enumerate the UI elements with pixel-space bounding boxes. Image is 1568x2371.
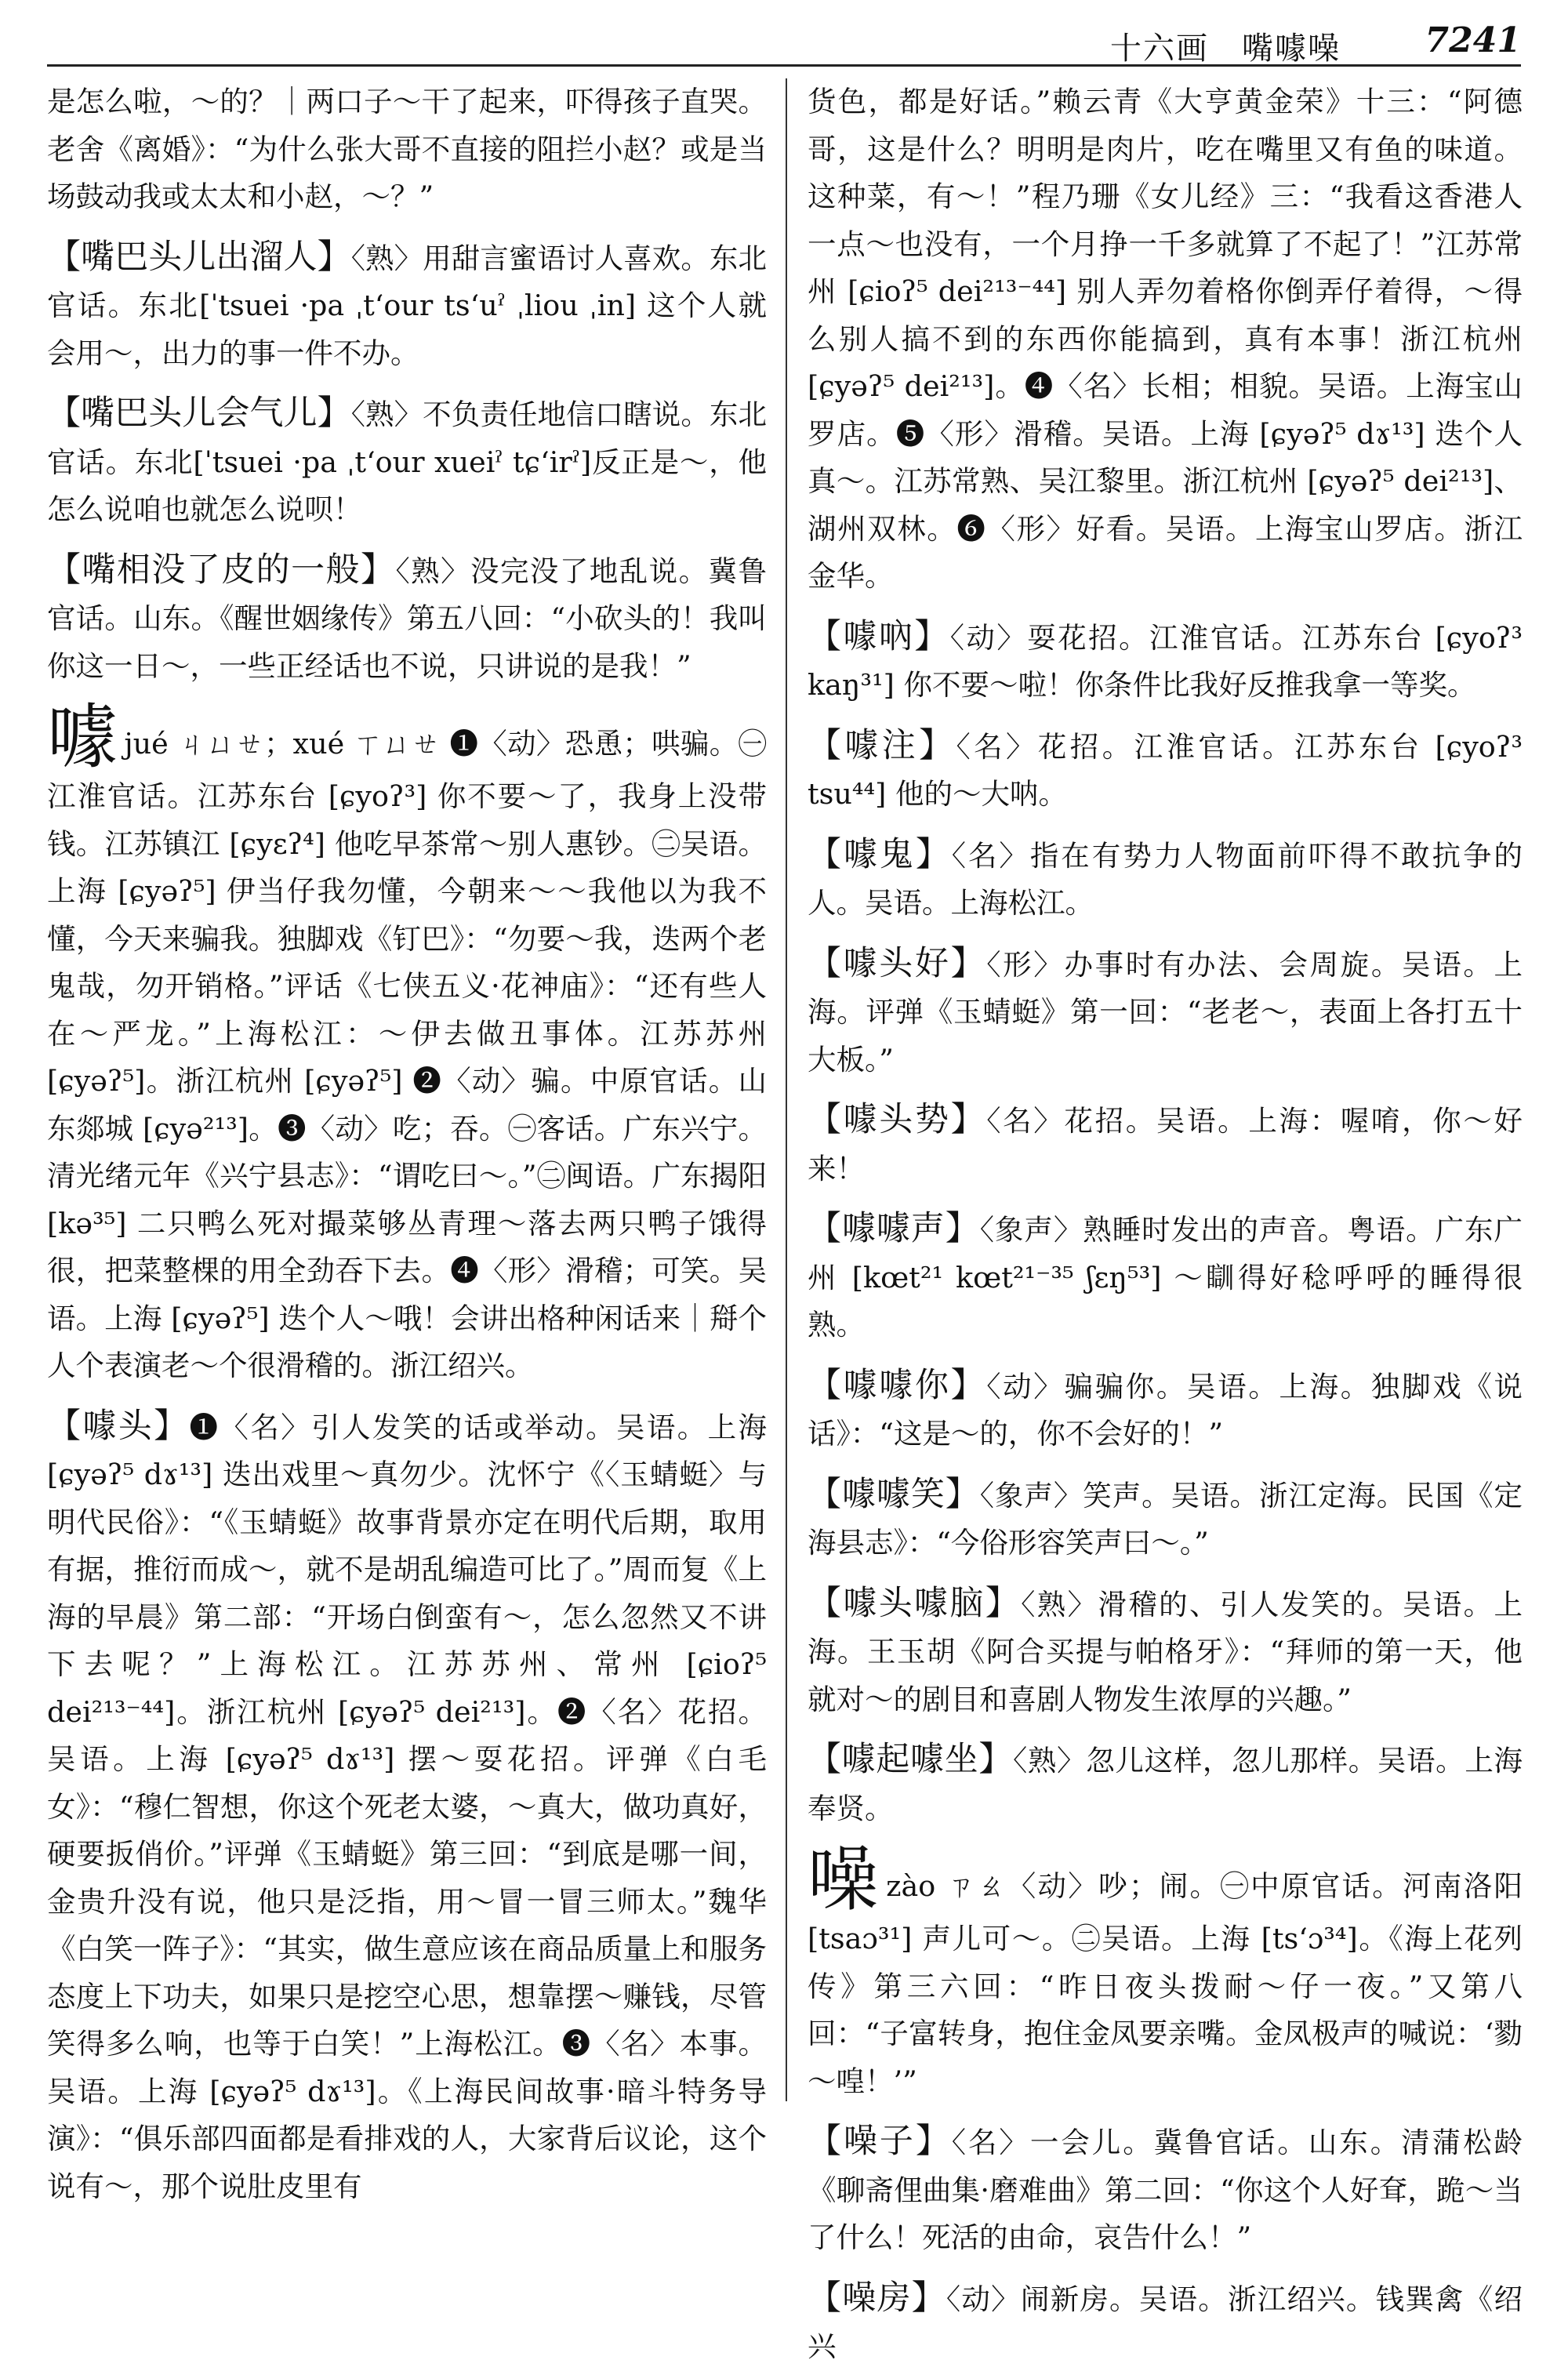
entry-definition: 〈名〉指在有势力人物面前吓得不敢抗争的人。吴语。上海松江。 bbox=[808, 838, 1523, 920]
left-column bbox=[47, 78, 768, 2203]
dictionary-entry bbox=[808, 1096, 1523, 1193]
dictionary-entry bbox=[47, 78, 767, 221]
dictionary-entry bbox=[808, 940, 1523, 1084]
dictionary-entry bbox=[808, 831, 1523, 928]
dictionary-entry bbox=[808, 1580, 1523, 1724]
entry-headword: 【噱噱你】 bbox=[808, 1365, 987, 1405]
entry-headword: 【噪房】 bbox=[808, 2278, 946, 2318]
entry-definition: 〈名〉一会儿。冀鲁官话。山东。清蒲松龄《聊斋俚曲集·磨难曲》第二回：“你这个人好耷，跪～当了什么！死活的由命，哀告什么！” bbox=[808, 2126, 1523, 2254]
dictionary-entry bbox=[47, 1403, 767, 2211]
entry-definition: 〈名〉花招。吴语。上海：喔唷，你～好来！ bbox=[808, 1104, 1523, 1186]
entry-headword: 【噱鬼】 bbox=[808, 834, 952, 874]
dictionary-entry bbox=[47, 546, 767, 691]
entry-definition: 〈动〉骗骗你。吴语。上海。独脚戏《说话》：“这是～的，你不会好的！” bbox=[808, 1369, 1523, 1451]
entry-definition: 货色，都是好话。”赖云青《大亨黄金荣》十三：“阿德哥，这是什么？明明是肉片，吃在嘴里又有鱼的味道。这种菜，有～！”程乃珊《女儿经》三：“我看这香港人一点～也没有，一个月挣一千多就算了不起了！”江苏常州 [ɕioʔ⁵ dei²¹³⁻⁴⁴] 别人弄勿着格你倒弄仔着得，～得么别人搞不到的东西你能搞到，真有本事！浙江杭州 [ɕyəʔ⁵ dei²¹³]。❹〈名〉长相；相貌。吴语。上海宝山罗店。❺〈形〉滑稽。吴语。上海 [ɕyəʔ⁵ dɤ¹³] 迭个人真～。江苏常熟、吴江黎里。浙江杭州 [ɕyəʔ⁵ dei²¹³]、湖州双林。❻〈形〉好看。吴语。上海宝山罗店。浙江金华。 bbox=[808, 85, 1523, 593]
entry-headword: 【噱头好】 bbox=[808, 943, 987, 983]
entry-definition: 〈象声〉笑声。吴语。浙江定海。民国《定海县志》：“今俗形容笑声曰～。” bbox=[808, 1478, 1523, 1559]
entry-definition: 〈熟〉忽儿这样，忽儿那样。吴语。上海奉贤。 bbox=[808, 1744, 1523, 1825]
dictionary-entry bbox=[808, 78, 1523, 601]
entry-headword: 【噱噱笑】 bbox=[808, 1474, 980, 1514]
entry-headword: 【噪子】 bbox=[808, 2122, 952, 2161]
dictionary-entry bbox=[808, 1839, 1523, 2105]
running-header bbox=[47, 14, 1521, 69]
entry-definition: 〈形〉办事时有办法、会周旋。吴语。上海。评弹《玉蜻蜓》第一回：“老老～，表面上各打五十大板。” bbox=[808, 947, 1523, 1077]
dictionary-entry bbox=[47, 696, 767, 1390]
entry-headword: 【噱起噱坐】 bbox=[808, 1740, 1013, 1779]
entry-definition: 〈熟〉不负责任地信口瞎说。东北官话。东北[ˈtsuei ·pa ˌtʻour xueiˀ tɕʻirˀ]反正是～，他怎么说咱也就怎么说呗！ bbox=[47, 398, 768, 526]
dictionary-entry bbox=[808, 1736, 1523, 1832]
dictionary-entry bbox=[808, 2275, 1523, 2371]
head-character: 噱 bbox=[47, 696, 118, 779]
entry-definition: zào ㄗㄠ〈动〉吵；闹。㊀中原官话。河南洛阳 [tsaɔ³¹] 声儿可～。㊁吴语。上海 [tsʻɔ³⁴]。《海上花列传》第三六回：“昨日夜头拨耐～仔一夜。”又第八回：“子富转身，抱住金凤要亲嘴。金凤极声的喊说：‘勠～喤！’” bbox=[808, 1869, 1523, 2098]
dictionary-entry bbox=[808, 1362, 1523, 1458]
entry-definition: 〈熟〉没完没了地乱说。冀鲁官话。山东。《醒世姻缘传》第五八回：“小砍头的！我叫你这一日～，一些正经话也不说，只讲说的是我！” bbox=[47, 554, 768, 683]
section-heading: 十六画 嘴噱噪 bbox=[1110, 31, 1341, 67]
entry-headword: 【嘴巴头儿出溜人】 bbox=[47, 237, 351, 277]
dictionary-entry bbox=[808, 1205, 1523, 1349]
column-divider bbox=[786, 78, 787, 2101]
entry-headword: 【噱噱声】 bbox=[808, 1209, 980, 1248]
dictionary-entry bbox=[47, 234, 767, 378]
head-character: 噪 bbox=[808, 1839, 880, 1921]
entry-definition: 是怎么啦，～的？｜两口子～干了起来，吓得孩子直哭。老舍《离婚》：“为什么张大哥不直接的阻拦小赵？或是当场鼓动我或太太和小赵，～？” bbox=[47, 85, 767, 213]
entry-definition: 〈象声〉熟睡时发出的声音。粤语。广东广州 [kœt²¹ kœt²¹⁻³⁵ ʃɛŋ⁵³] ～瞓得好稔呼呼的睡得很熟。 bbox=[808, 1213, 1523, 1342]
entry-definition: 〈名〉花招。江淮官话。江苏东台 [ɕyoʔ³ tsu⁴⁴] 他的～大呐。 bbox=[808, 729, 1523, 811]
dictionary-entry bbox=[808, 1471, 1523, 1567]
dictionary-entry bbox=[808, 722, 1523, 819]
entry-headword: 【噱头】 bbox=[47, 1406, 190, 1446]
entry-headword: 【噱吶】 bbox=[808, 616, 950, 656]
entry-headword: 【嘴相没了皮的一般】 bbox=[47, 550, 396, 590]
dictionary-entry bbox=[808, 2118, 1523, 2262]
dictionary-entry bbox=[47, 390, 767, 534]
right-column bbox=[808, 78, 1523, 2363]
entry-headword: 【噱注】 bbox=[808, 725, 956, 765]
dictionary-entry bbox=[808, 613, 1523, 710]
page-number: 7241 bbox=[1425, 20, 1521, 60]
entry-definition: ❶〈名〉引人发笑的话或举动。吴语。上海 [ɕyəʔ⁵ dɤ¹³] 迭出戏里～真勿少。沈怀宁《〈玉蜻蜓〉与明代民俗》：“《玉蜻蜓》故事背景亦定在明代后期，取用有据，推衍而成～，就不是胡乱编造可比了。”周而复《上海的早晨》第二部：“开场白倒蛮有～，怎么忽然又不讲下去呢？”上海松江。江苏苏州、常州 [ɕioʔ⁵ dei²¹³⁻⁴⁴]。浙江杭州 [ɕyəʔ⁵ dei²¹³]。❷〈名〉花招。吴语。上海 [ɕyəʔ⁵ dɤ¹³] 摆～耍花招。评弹《白毛女》：“穆仁智想，你这个死老太婆，～真大，做功真好，硬要扳俏价。”评弹《玉蜻蜓》第三回：“到底是哪一间，金贵升没有说，他只是泛指，用～冒一冒三师太。”魏华《白笑一阵子》：“其实，做生意应该在商品质量上和服务态度上下功夫，如果只是挖空心思，想靠摆～赚钱，尽管笑得多么响，也等于白笑！”上海松江。❸〈名〉本事。吴语。上海 [ɕyəʔ⁵ dɤ¹³]。《上海民间故事·暗斗特务导演》：“俱乐部四面都是看排戏的人，大家背后议论，这个说有～，那个说肚皮里有 bbox=[47, 1410, 768, 2203]
entry-definition: 〈熟〉用甜言蜜语讨人喜欢。东北官话。东北[ˈtsuei ·pa ˌtʻour tsʻuˀ ˌliou ˌin] 这个人就会用～，出力的事一件不办。 bbox=[47, 241, 768, 370]
entry-definition: 〈动〉闹新房。吴语。浙江绍兴。钱巽禽《绍兴 bbox=[808, 2282, 1523, 2363]
entry-headword: 【噱头势】 bbox=[808, 1100, 987, 1139]
entry-headword: 【嘴巴头儿会气儿】 bbox=[47, 394, 351, 433]
entry-definition: 〈动〉耍花招。江淮官话。江苏东台 [ɕyoʔ³ kaŋ³¹] 你不要～啦！你条件比我好反推我拿一等奖。 bbox=[808, 620, 1523, 702]
entry-definition: 〈熟〉滑稽的、引人发笑的。吴语。上海。王玉胡《阿合买提与帕格牙》：“拜师的第一天，他就对～的剧目和喜剧人物发生浓厚的兴趣。” bbox=[808, 1587, 1523, 1716]
entry-headword: 【噱头噱脑】 bbox=[808, 1583, 1022, 1623]
entry-definition: jué ㄐㄩㄝ；xué ㄒㄩㄝ ❶〈动〉恐恿；哄骗。㊀江淮官话。江苏东台 [ɕyoʔ³] 你不要～了，我身上没带钱。江苏镇江 [ɕyɛʔ⁴] 他吃早茶常～别人惠钞。㊁吴语。上海 [ɕyəʔ⁵] 伊当仔我勿懂，今朝来～～我他以为我不懂，今天来骗我。独脚戏《钉巴》：“勿要～我，迭两个老鬼哉，勿开销格。”评话《七侠五义·花神庙》：“还有些人在～严龙。”上海松江：～伊去做丑事体。江苏苏州 [ɕyəʔ⁵]。浙江杭州 [ɕyəʔ⁵] ❷〈动〉骗。中原官话。山东郯城 [ɕyə²¹³]。❸〈动〉吃；吞。㊀客话。广东兴宁。清光绪元年《兴宁县志》：“谓吃曰～。”㊁闽语。广东揭阳 [kə³⁵] 二只鸭么死对撮菜够丛青理～落去两只鸭子饿得很，把菜整棵的用全劲吞下去。❹〈形〉滑稽；可笑。吴语。上海 [ɕyəʔ⁵] 迭个人～哦！会讲出格种闲话来｜搿个人个表演老～个很滑稽的。浙江绍兴。 bbox=[47, 727, 767, 1382]
header-rule bbox=[47, 64, 1521, 67]
